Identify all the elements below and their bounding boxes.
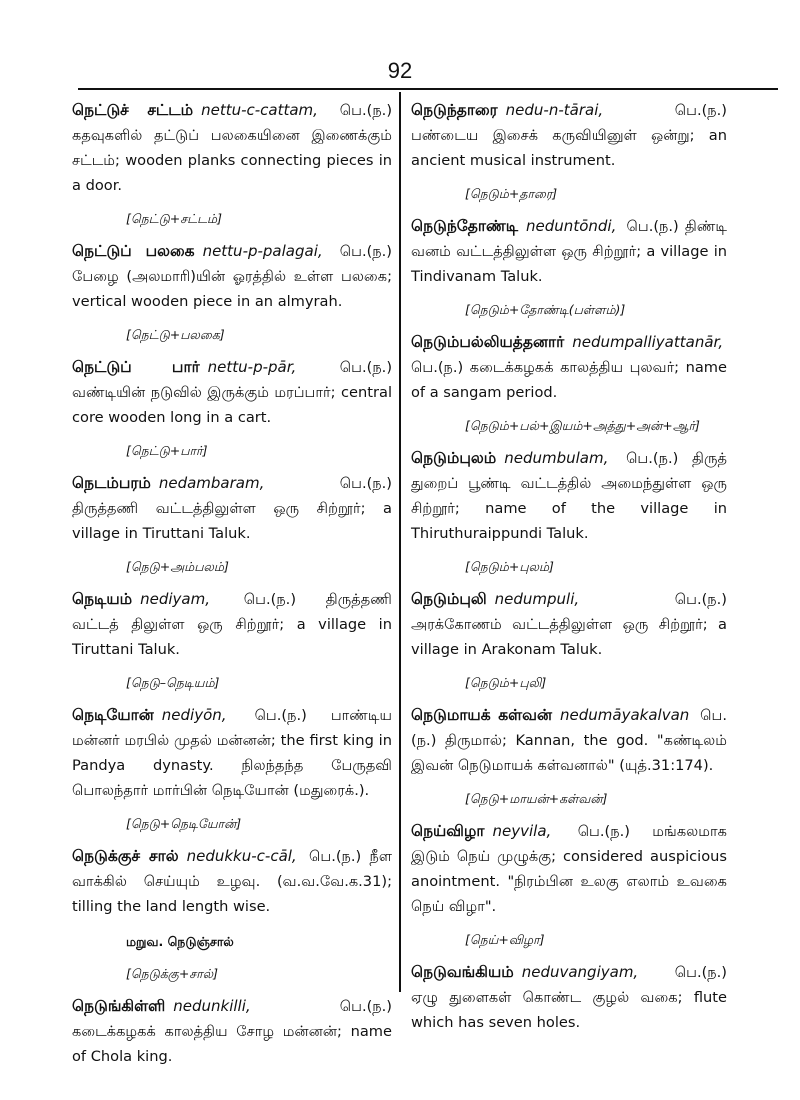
definition: பெ.(ந.) கதவுகளில் தட்டுப் பலகையினை இணைக்கும் சட்டம்; wooden planks connecting pieces in a door. — [72, 102, 393, 194]
etymology: [நெடும்+புலி] — [465, 675, 547, 690]
transliteration: nettu-p-pār, — [207, 358, 297, 376]
etymology: [நெடு–நெடியம்] — [126, 675, 220, 690]
dictionary-entry — [72, 703, 392, 835]
entry-text — [411, 587, 727, 662]
entry-text — [411, 330, 727, 405]
transliteration: nettu-p-palagai, — [202, 242, 323, 260]
entry-text — [411, 960, 727, 1035]
dictionary-entry — [72, 587, 392, 694]
etymology: [நெய்+விழா] — [465, 932, 545, 947]
etymology: [நெட்டு+சட்டம்] — [126, 211, 222, 226]
transliteration: nedukku-c-cāl, — [186, 847, 297, 865]
headword: நெடுந்தோண்டி — [411, 217, 519, 235]
etymology: [நெட்டு+பார்] — [126, 443, 208, 458]
dictionary-entry — [72, 994, 392, 1069]
entry-text — [72, 994, 392, 1069]
page-number: 92 — [387, 58, 413, 83]
headword: நெடுந்தாரை — [411, 101, 498, 119]
transliteration: neduntōndi, — [526, 217, 617, 235]
transliteration: nedumpalliyattanār, — [572, 333, 724, 351]
entry-text — [411, 214, 727, 289]
etymology: [நெடுக்கு+சால்] — [126, 966, 218, 981]
headword: நெடுவங்கியம் — [411, 963, 514, 981]
etymology: [நெடும்+தோண்டி(பள்ளம்)] — [465, 302, 626, 317]
definition: பெ.(ந.) மங்கலமாக இடும் நெய் முழுக்கு; considered auspicious anointment. "நிரம்பின உலகு எலாம் உவகை நெய் விழா". — [411, 823, 727, 915]
headword: நெடுமாயக் கள்வன் — [411, 706, 553, 724]
definition: பெ.(ந.) பாண்டிய மன்னர் மரபில் முதல் மன்னன்; the first king in Pandya dynasty. நிலந்தந்த பேருதவி பொலந்தார் மார்பின் நெடியோன் (மதுரைக்.). — [72, 707, 392, 799]
etymology: [நெடு+அம்பலம்] — [126, 559, 229, 574]
dictionary-entry — [72, 239, 392, 346]
dictionary-entry — [411, 330, 727, 437]
headword: நெடியம் — [72, 590, 133, 608]
etymology: [நெடு+நெடியோன்] — [126, 816, 242, 831]
etymology: [நெடும்+புலம்] — [465, 559, 554, 574]
headword: நெடம்பரம் — [72, 474, 151, 492]
definition: பெ.(ந.) திருத் துறைப் பூண்டி வட்டத்தில் அமைந்துள்ள ஒரு சிற்றூர்; name of the village in Thiruthuraippundi Taluk. — [411, 450, 727, 542]
dictionary-entry — [72, 471, 392, 578]
transliteration: nedumāyakalvan — [560, 706, 690, 724]
definition: பெ.(ந.) திருத்தணி வட்டத் திலுள்ள ஒரு சிற்றூர்; a village in Tiruttani Taluk. — [72, 591, 392, 658]
entry-text — [411, 98, 727, 173]
entry-text — [72, 471, 392, 546]
transliteration: nedumpuli, — [494, 590, 580, 608]
entry-text — [411, 703, 727, 778]
transliteration: nettu-c-cattam, — [201, 101, 318, 119]
definition: பெ.(ந.) அரக்கோணம் வட்டத்திலுள்ள ஒரு சிற்றூர்; a village in Arakonam Taluk. — [411, 591, 727, 658]
headword: நெடியோன் — [72, 706, 154, 724]
transliteration: nedambaram, — [158, 474, 265, 492]
definition: பெ.(ந.) பேழை (அலமாரி)யின் ஓரத்தில் உள்ள பலகை; vertical wooden piece in an almyrah. — [72, 243, 392, 310]
dictionary-entry — [411, 446, 727, 578]
definition: பெ.(ந.) திருத்தணி வட்டத்திலுள்ள ஒரு சிற்றூர்; a village in Tiruttani Taluk. — [72, 475, 392, 542]
etymology: [நெடு+மாயன்+கள்வன்] — [465, 791, 608, 806]
entry-text — [72, 98, 392, 198]
headword: நெடும்புலி — [411, 590, 487, 608]
dictionary-entry — [72, 844, 392, 985]
entry-text — [72, 587, 392, 662]
transliteration: nedunkilli, — [173, 997, 251, 1015]
dictionary-entry — [411, 98, 727, 205]
headword: நெடும்புலம் — [411, 449, 497, 467]
headword: நெடும்பல்லியத்தனார் — [411, 333, 565, 351]
dictionary-entry — [411, 214, 727, 321]
entry-text — [72, 703, 392, 803]
definition: பெ.(ந.) வண்டியின் நடுவில் இருக்கும் மரப்பார்; central core wooden long in a cart. — [72, 359, 393, 426]
transliteration: nedumbulam, — [504, 449, 609, 467]
synonym-note: மறுவ. நெடுஞ்சால் — [126, 934, 234, 949]
definition: பெ.(ந.) திண்டி வனம் வட்டத்திலுள்ள ஒரு சிற்றூர்; a village in Tindivanam Taluk. — [411, 218, 728, 285]
transliteration: nediyōn, — [161, 706, 227, 724]
definition: பெ.(ந.) ஏழு துளைகள் கொண்ட குழல் வகை; flute which has seven holes. — [411, 964, 727, 1031]
entry-text — [411, 819, 727, 919]
transliteration: neduvangiyam, — [521, 963, 639, 981]
entry-text — [72, 844, 392, 919]
transliteration: neyvila, — [492, 822, 552, 840]
definition: பெ.(ந.) பண்டைய இசைக் கருவியினுள் ஒன்று; an ancient musical instrument. — [411, 102, 727, 169]
etymology: [நெடும்+பல்+இயம்+அத்து+அன்+ஆர்] — [465, 418, 700, 433]
headword: நெட்டுப் பார் — [72, 358, 200, 376]
headword: நெட்டுச் சட்டம் — [72, 101, 194, 119]
headword: நெட்டுப் பலகை — [72, 242, 195, 260]
left-column — [72, 98, 392, 1078]
headword: நெடுங்கிள்ளி — [72, 997, 166, 1015]
dictionary-entry — [411, 819, 727, 951]
header-rule — [78, 88, 778, 90]
dictionary-entry — [72, 98, 392, 230]
headword: நெய்விழா — [411, 822, 485, 840]
headword: நெடுக்குச் சால் — [72, 847, 179, 865]
entry-text — [411, 446, 727, 546]
transliteration: nediyam, — [140, 590, 210, 608]
definition: பெ.(ந.) திருமால்; Kannan, the god. "கண்டிலம் இவன் நெடுமாயக் கள்வனால்" (யுத்.31:174). — [411, 707, 728, 774]
entry-text — [72, 239, 392, 314]
column-divider — [399, 92, 401, 992]
definition: பெ.(ந.) கடைக்கழகக் காலத்திய சோழ மன்னன்; name of Chola king. — [72, 998, 392, 1065]
etymology: [நெட்டு+பலகை] — [126, 327, 225, 342]
transliteration: nedu-n-tārai, — [505, 101, 604, 119]
entry-text — [72, 355, 392, 430]
dictionary-entry — [411, 960, 727, 1035]
right-column — [411, 98, 727, 1044]
definition: பெ.(ந.) நீள வாக்கில் செய்யும் உழவு. (வ.வ.வே.க.31); tilling the land length wise. — [72, 848, 393, 915]
dictionary-entry — [411, 703, 727, 810]
etymology: [நெடும்+தாரை] — [465, 186, 558, 201]
dictionary-entry — [411, 587, 727, 694]
dictionary-entry — [72, 355, 392, 462]
definition: பெ.(ந.) கடைக்கழகக் காலத்திய புலவர்; name of a sangam period. — [411, 359, 727, 401]
